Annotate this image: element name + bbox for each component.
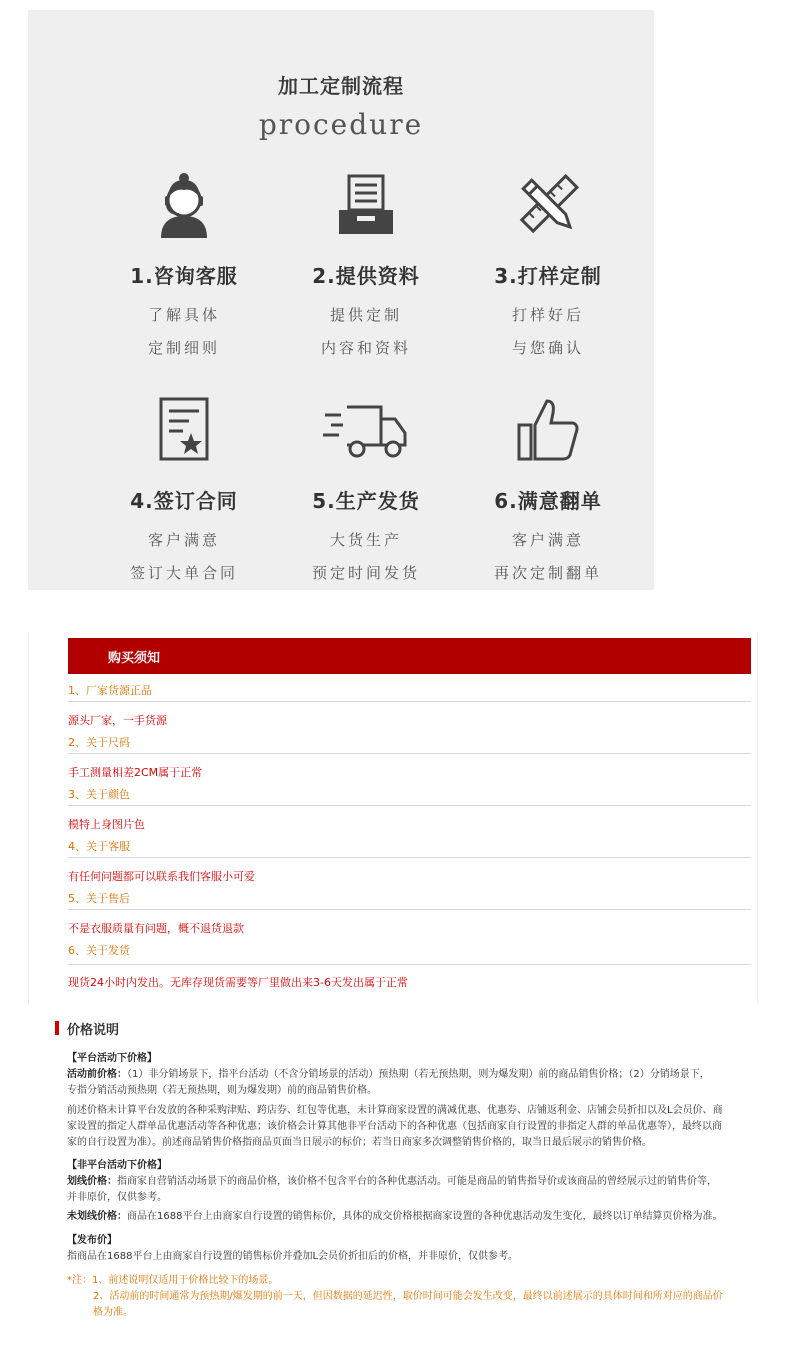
delivery-truck-icon — [321, 395, 411, 465]
price-note-block — [67, 1273, 755, 1321]
platform-price-block — [67, 1051, 755, 1099]
note-title: 1、厂家货源正品 — [68, 684, 152, 697]
note-body: 不是衣服质量有问题，概不退货退款 — [68, 922, 244, 935]
price-note-line-2: 2、活动前的时间通常为预热期/爆发期的前一天，但因数据的延迟性，取价时间可能会发生改变，最终以前述展示的具体时间和所对应的商品价 — [93, 1291, 723, 1302]
note-title: 3、关于颜色 — [68, 788, 130, 801]
process-step-5 — [266, 395, 466, 590]
nostrike-price-text: 商品在1688平台上由商家自行设置的销售标价，具体的成交价格根据商家设置的各种优惠活动发生变化，最终以订单结算页价格为准。 — [127, 1211, 723, 1222]
step-title: 4.签订合同 — [130, 489, 238, 513]
step-title: 6.满意翻单 — [494, 489, 602, 513]
process-step-6 — [448, 395, 648, 590]
step-desc-line1: 客户满意 — [511, 531, 584, 549]
note-title: 4、关于客服 — [68, 840, 130, 853]
process-title: 加工定制流程 — [278, 74, 404, 98]
process-step-4 — [84, 395, 284, 590]
nonplatform-price-block — [67, 1158, 755, 1206]
step-desc-line2: 定制细则 — [147, 339, 220, 357]
note-body: 现货24小时内发出。无库存现货需要等厂里做出来3-6天发出属于正常 — [68, 976, 408, 989]
step-title: 1.咨询客服 — [130, 264, 238, 288]
explain-line-2: 家设置的指定人群单品优惠活动等各种优惠；该价格会计算其他非平台活动下的各种优惠（包括商家自行设置的非指定人群的单品优惠等），最终以商 — [67, 1121, 722, 1132]
pre-activity-label: 活动前价格： — [67, 1069, 127, 1080]
thumbs-up-icon — [513, 395, 583, 465]
step-desc-line1: 提供定制 — [329, 306, 402, 324]
process-panel — [28, 10, 654, 590]
explain-line-1: 前述价格未计算平台发放的各种采购津贴、跨店券、红包等优惠，未计算商家设置的满减优惠、优惠券、店铺返利金、店铺会员折扣以及L会员价、商 — [67, 1105, 723, 1116]
step-desc-line2: 与您确认 — [511, 339, 584, 357]
step-desc-line2: 签订大单合同 — [129, 564, 238, 582]
step-desc-line2: 再次定制翻单 — [493, 564, 602, 582]
step-title: 2.提供资料 — [312, 264, 420, 288]
step-desc-line1: 大货生产 — [329, 531, 402, 549]
strike-price-text-1: 指商家自营销活动场景下的商品价格，该价格不包含平台的各种优惠活动。可能是商品的销售指导价或该商品的曾经展示过的销售价等， — [117, 1176, 717, 1187]
price-explain-block — [67, 1103, 755, 1151]
step-desc-line2: 预定时间发货 — [311, 564, 420, 582]
contract-icon — [149, 395, 219, 465]
step-desc-line1: 了解具体 — [147, 306, 220, 324]
process-step-2 — [266, 170, 466, 365]
price-heading-bar — [55, 1021, 59, 1035]
strike-price-text-2: 并非原价，仅供参考。 — [67, 1192, 167, 1203]
purchase-notes-header — [68, 638, 751, 674]
purchase-notes-title: 购买须知 — [108, 651, 161, 666]
process-step-3 — [448, 170, 648, 365]
pre-activity-text-2: 专指分销活动预热期（若无预热期，则为爆发期）前的商品销售价格。 — [67, 1085, 377, 1096]
pencil-ruler-icon — [513, 170, 583, 240]
platform-price-heading: 【平台活动下价格】 — [67, 1053, 157, 1064]
step-desc-line2: 内容和资料 — [320, 339, 411, 357]
nonplatform-price-heading: 【非平台活动下价格】 — [67, 1160, 167, 1171]
price-heading: 价格说明 — [67, 1023, 120, 1038]
document-tray-icon — [331, 170, 401, 240]
publish-price-text: 指商品在1688平台上由商家自行设置的销售标价并叠加L会员价折扣后的价格，并非原价，仅供参考。 — [67, 1251, 519, 1262]
step-desc-line1: 打样好后 — [511, 306, 584, 324]
process-subtitle: procedure — [258, 108, 424, 141]
note-body: 模特上身图片色 — [68, 818, 145, 831]
publish-price-heading: 【发布价】 — [67, 1235, 117, 1246]
note-title: 2、关于尺码 — [68, 736, 130, 749]
process-step-1 — [84, 170, 284, 365]
customer-service-icon — [149, 170, 219, 240]
note-body: 手工测量相差2CM属于正常 — [68, 766, 203, 779]
step-title: 5.生产发货 — [312, 489, 420, 513]
strike-price-label: 划线价格： — [67, 1176, 117, 1187]
note-body: 源头厂家，一手货源 — [68, 714, 167, 727]
nostrike-price-label: 未划线价格： — [67, 1211, 127, 1222]
explain-line-3: 家的自行设置为准）。前述商品销售价格指商品页面当日展示的标价；若当日商家多次调整销售价格的，取当日最后展示的销售价格。 — [67, 1137, 652, 1148]
pre-activity-text-1: （1）非分销场景下，指平台活动（不含分销场景的活动）预热期（若无预热期，则为爆发期）前的商品销售价格；（2）分销场景下， — [127, 1069, 710, 1080]
note-title: 5、关于售后 — [68, 892, 130, 905]
note-body: 有任何问题都可以联系我们客服小可爱 — [68, 870, 255, 883]
price-note-line-3: 格为准。 — [93, 1307, 133, 1318]
step-title: 3.打样定制 — [494, 264, 602, 288]
note-title: 6、关于发货 — [68, 944, 130, 957]
step-desc-line1: 客户满意 — [147, 531, 220, 549]
price-note-line-1: *注：1、前述说明仅适用于价格比较下的场景。 — [67, 1275, 279, 1286]
nostrike-price-block — [67, 1209, 755, 1225]
publish-price-block — [67, 1233, 755, 1265]
